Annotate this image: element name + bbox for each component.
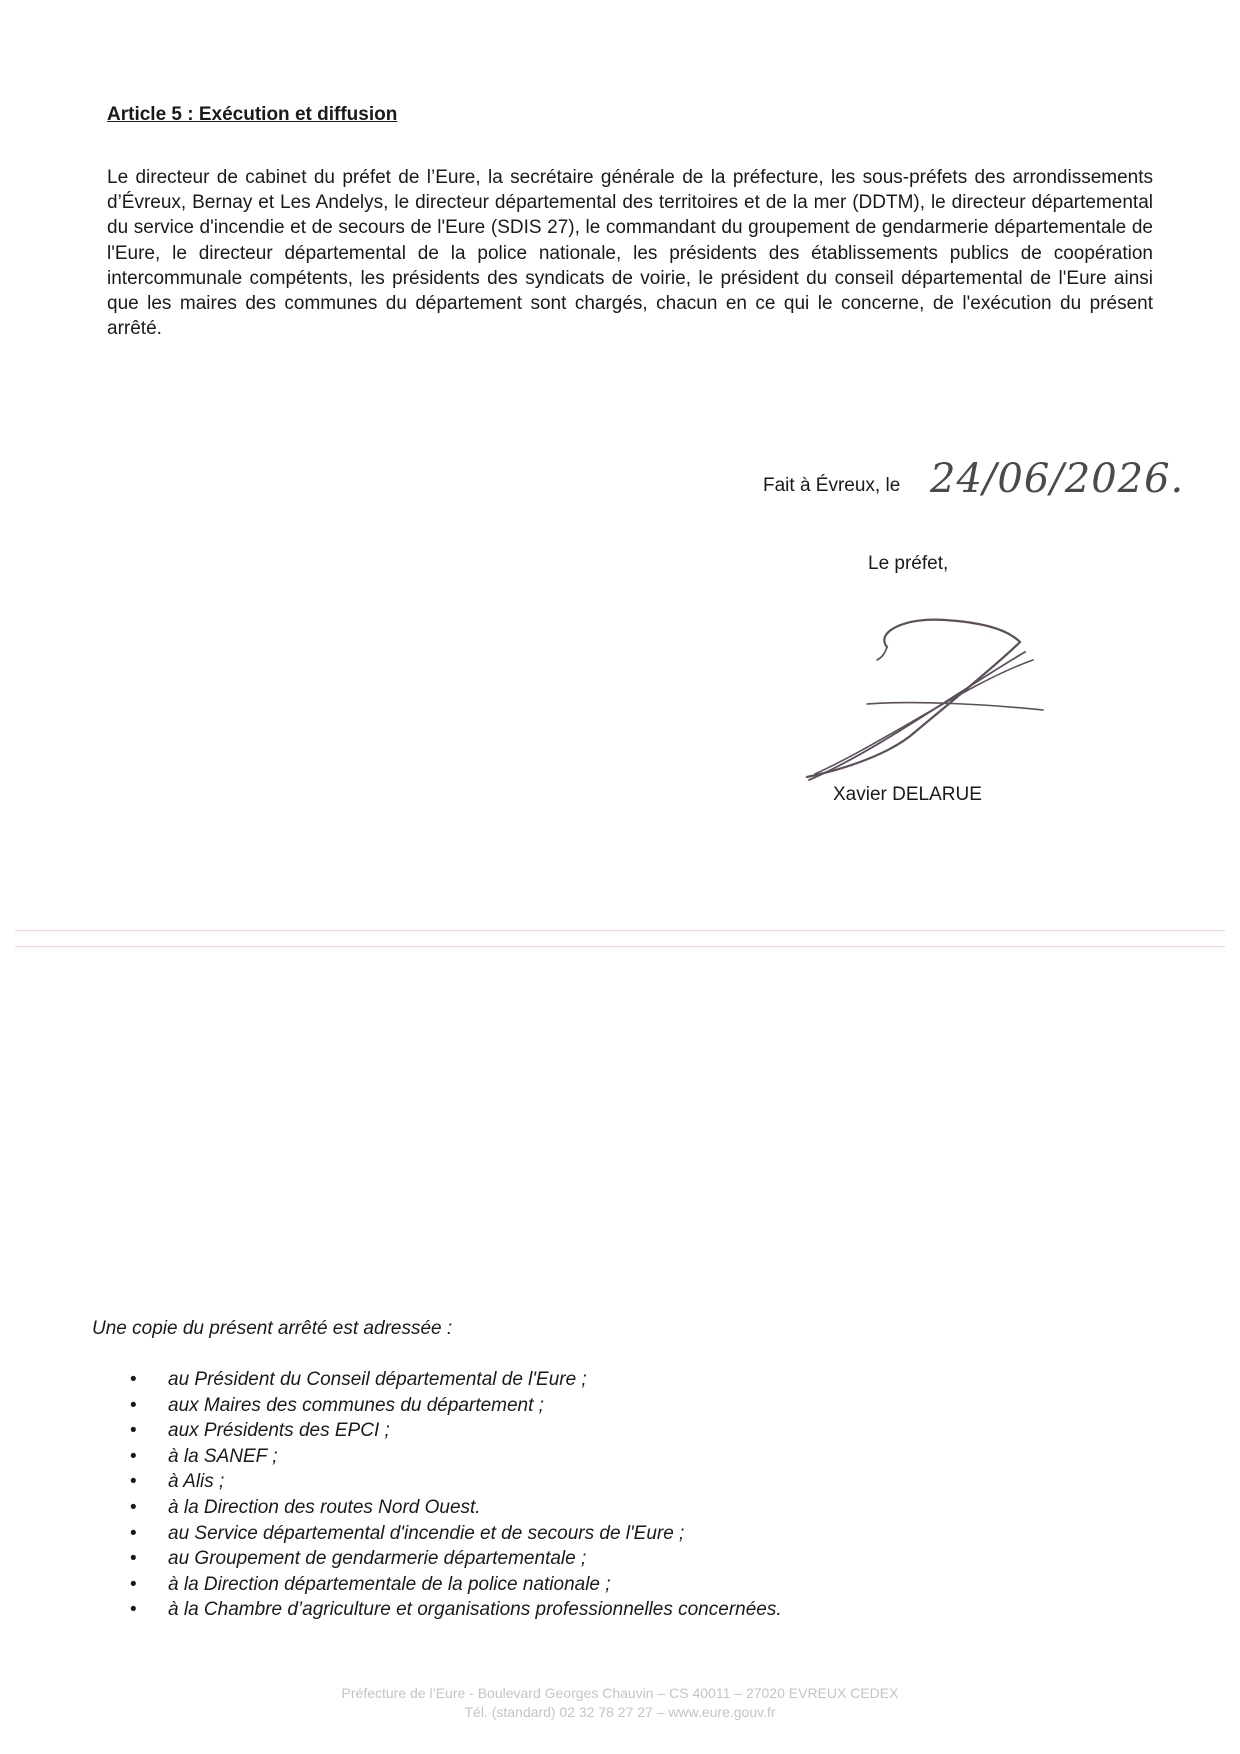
- list-item: • au Service départemental d'incendie et de secours de l'Eure ;: [130, 1521, 782, 1547]
- prefect-title: Le préfet,: [868, 553, 949, 574]
- list-item: • à la SANEF ;: [130, 1444, 782, 1470]
- list-item: • au Groupement de gendarmerie départementale ;: [130, 1546, 782, 1572]
- article-body: Le directeur de cabinet du préfet de l’Eure, la secrétaire générale de la préfecture, les sous-préfets des arrondissements d’Évreux, Bernay et Les Andelys, le directeur départemental des territoires et de la mer (DDTM), le directeur départemental du service d'incendie et de secours de l'Eure (SDIS 27), le commandant du groupement de gendarmerie départementale de l'Eure, le directeur départemental de la police nationale, les présidents des établissements publics de coopération intercommunale compétents, les présidents des syndicats de voirie, le président du conseil départemental de l'Eure ainsi que les maires des communes du département sont chargés, chacun en ce qui le concerne, de l'exécution du présent arrêté.: [107, 167, 1153, 340]
- copy-intro: Une copie du présent arrêté est adressée :: [92, 1318, 453, 1339]
- list-item: • aux Maires des communes du département ;: [130, 1393, 782, 1419]
- page-footer: [0, 1684, 1240, 1722]
- list-item: • à la Chambre d’agriculture et organisations professionnelles concernées.: [130, 1597, 782, 1623]
- handwritten-date: 24/06/2026.: [930, 456, 1185, 502]
- list-item: • à la Direction départementale de la police nationale ;: [130, 1572, 782, 1598]
- recipient-list: [130, 1367, 782, 1623]
- footer-address: Préfecture de l’Eure - Boulevard Georges Chauvin – CS 40011 – 27020 EVREUX CEDEX: [341, 1685, 899, 1701]
- signatory-name: Xavier DELARUE: [833, 784, 982, 805]
- page-divider: [15, 930, 1225, 931]
- footer-contact: Tél. (standard) 02 32 78 27 27 – www.eure.gouv.fr: [464, 1704, 776, 1720]
- page-divider: [15, 946, 1225, 947]
- article-title: Article 5 : Exécution et diffusion: [107, 104, 398, 125]
- signature-image: [795, 612, 1055, 782]
- list-item: • aux Présidents des EPCI ;: [130, 1418, 782, 1444]
- list-item: • à Alis ;: [130, 1469, 782, 1495]
- list-item: • au Président du Conseil départemental de l'Eure ;: [130, 1367, 782, 1393]
- done-at-label: Fait à Évreux, le: [763, 475, 901, 496]
- list-item: • à la Direction des routes Nord Ouest.: [130, 1495, 782, 1521]
